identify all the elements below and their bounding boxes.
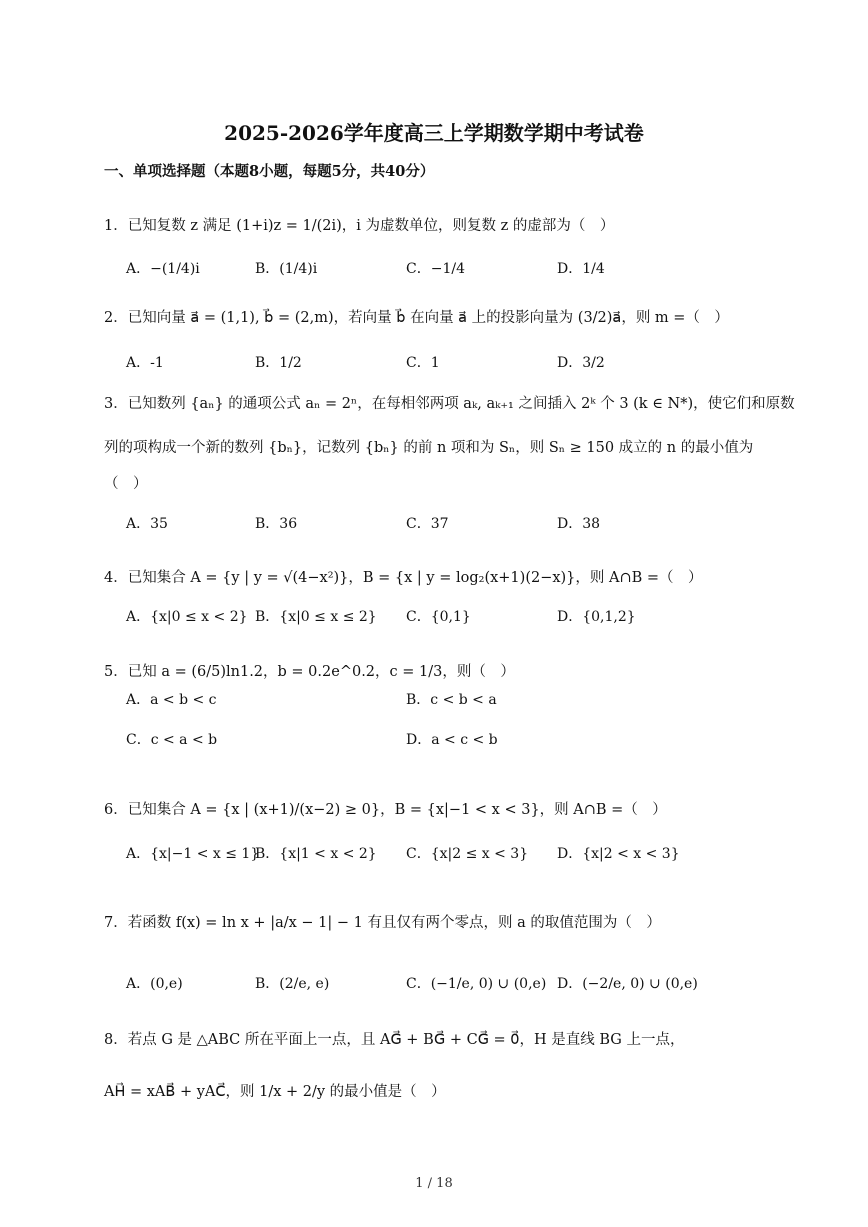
- q7-option-a: A．(0,e): [126, 976, 183, 992]
- q5-option-a: A．a < b < c: [126, 692, 217, 708]
- section-heading: 一、单项选择题（本题8小题，每题5分，共40分）: [104, 163, 435, 180]
- q1-option-c: C．−1/4: [406, 261, 465, 277]
- question-7: 7．若函数 f(x) = ln x + |a/x − 1| − 1 有且仅有两个零点，则 a 的取值范围为（ ）: [104, 915, 661, 931]
- question-2: 2．已知向量 a⃗ = (1,1), b⃗ = (2,m)，若向量 b⃗ 在向量 a⃗ 上的投影向量为 (3/2)a⃗，则 m =（ ）: [104, 310, 729, 326]
- question-8-line-2: AH⃗ = xAB⃗ + yAC⃗，则 1/x + 2/y 的最小值是（ ）: [104, 1084, 446, 1100]
- q3-option-d: D．38: [557, 516, 601, 532]
- q3-option-c: C．37: [406, 516, 449, 532]
- question-1: 1．已知复数 z 满足 (1+i)z = 1/(2i)，i 为虚数单位，则复数 z 的虚部为（ ）: [104, 218, 615, 234]
- q1-option-a: A．−(1/4)i: [126, 261, 200, 277]
- page-title: 2025-2026学年度高三上学期数学期中考试卷: [224, 121, 644, 145]
- q2-option-b: B．1/2: [255, 355, 302, 371]
- q2-option-d: D．3/2: [557, 355, 605, 371]
- q4-option-d: D．{0,1,2}: [557, 609, 636, 625]
- question-6: 6．已知集合 A = {x | (x+1)/(x−2) ≥ 0}，B = {x|−1 < x < 3}，则 A∩B =（ ）: [104, 802, 667, 818]
- q6-option-c: C．{x|2 ≤ x < 3}: [406, 846, 529, 862]
- q6-option-b: B．{x|1 < x < 2}: [255, 846, 377, 862]
- q3-option-a: A．35: [126, 516, 168, 532]
- page-number: 1 / 18: [415, 1176, 453, 1191]
- q4-option-b: B．{x|0 ≤ x ≤ 2}: [255, 609, 377, 625]
- q6-option-d: D．{x|2 < x < 3}: [557, 846, 680, 862]
- question-8-line-1: 8．若点 G 是 △ABC 所在平面上一点，且 AG⃗ + BG⃗ + CG⃗ = 0⃗，H 是直线 BG 上一点，: [104, 1032, 685, 1048]
- q6-option-a: A．{x|−1 < x ≤ 1}: [126, 846, 260, 862]
- q2-option-c: C．1: [406, 355, 440, 371]
- question-3-line-1: 3．已知数列 {aₙ} 的通项公式 aₙ = 2ⁿ，在每相邻两项 aₖ, aₖ₊₁ 之间插入 2ᵏ 个 3 (k ∈ N*)，使它们和原数: [104, 396, 795, 412]
- question-5: 5．已知 a = (6/5)ln1.2，b = 0.2e^0.2，c = 1/3，则（ ）: [104, 664, 515, 680]
- question-4: 4．已知集合 A = {y | y = √(4−x²)}，B = {x | y = log₂(x+1)(2−x)}，则 A∩B =（ ）: [104, 570, 703, 586]
- q5-option-d: D．a < c < b: [406, 732, 498, 748]
- q1-option-b: B．(1/4)i: [255, 261, 318, 277]
- q3-option-b: B．36: [255, 516, 298, 532]
- question-3-line-3: （ ）: [104, 476, 148, 492]
- q7-option-d: D．(−2/e, 0) ∪ (0,e): [557, 976, 698, 992]
- q1-option-d: D．1/4: [557, 261, 605, 277]
- q7-option-c: C．(−1/e, 0) ∪ (0,e): [406, 976, 547, 992]
- q4-option-c: C．{0,1}: [406, 609, 471, 625]
- q7-option-b: B．(2/e, e): [255, 976, 330, 992]
- question-3-line-2: 列的项构成一个新的数列 {bₙ}，记数列 {bₙ} 的前 n 项和为 Sₙ，则 Sₙ ≥ 150 成立的 n 的最小值为: [104, 440, 754, 456]
- q5-option-b: B．c < b < a: [406, 692, 497, 708]
- q5-option-c: C．c < a < b: [126, 732, 218, 748]
- q2-option-a: A．-1: [126, 355, 164, 371]
- q4-option-a: A．{x|0 ≤ x < 2}: [126, 609, 248, 625]
